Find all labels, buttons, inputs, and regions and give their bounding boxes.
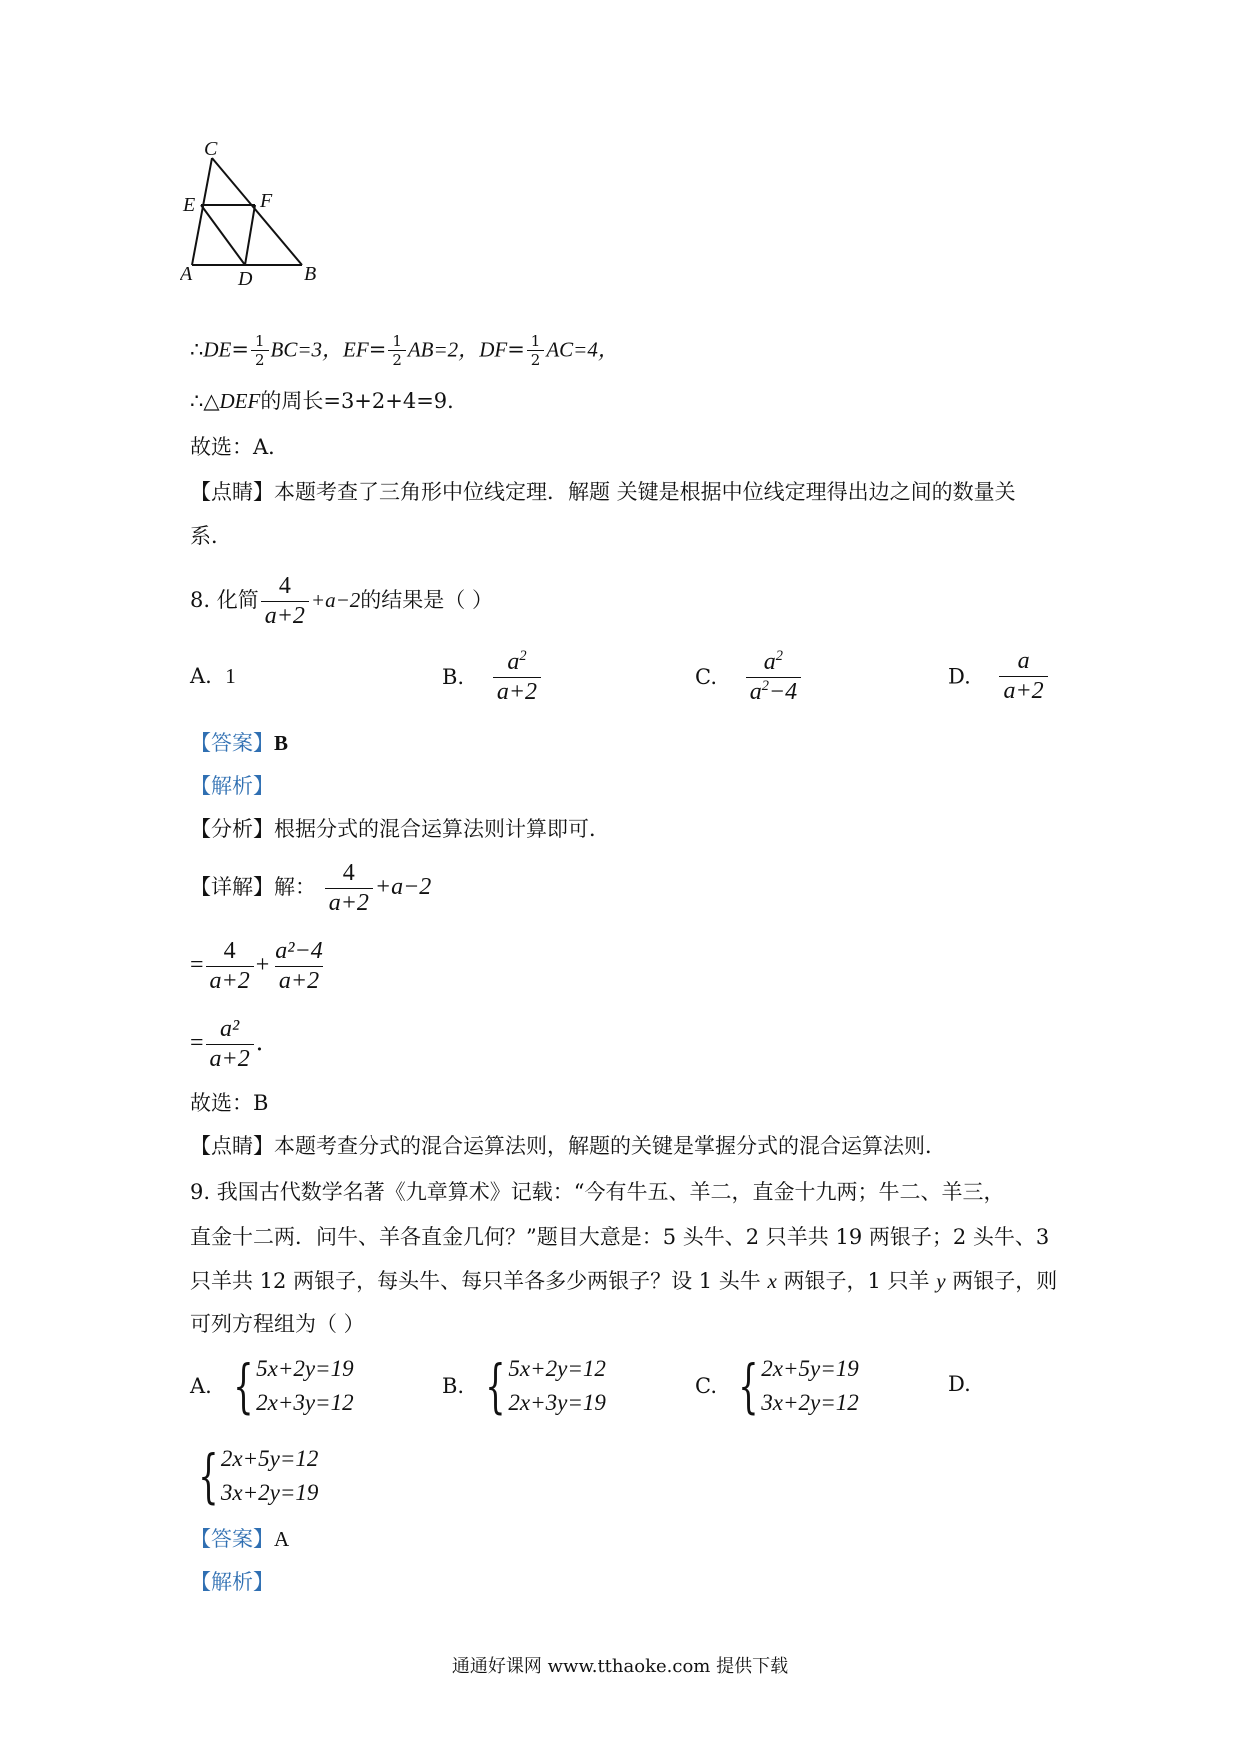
q9-option-d-letter[interactable]: D. bbox=[948, 1372, 971, 1396]
label-f: F bbox=[260, 190, 273, 212]
label-b: B bbox=[304, 263, 317, 285]
q7-comment: 【点睛】本题考查了三角形中位线定理．解题 关键是根据中位线定理得出边之间的数量关 bbox=[190, 480, 1016, 504]
q8-detail: 【详解】解： $\frac{4}{a+2}$ +a−2 bbox=[190, 860, 432, 916]
q9-option-b[interactable]: B. { 5x+2y=12 2x+3y=19 bbox=[442, 1352, 606, 1420]
label-d: D bbox=[238, 268, 253, 290]
q9-stem-line2: 直金十二两．问牛、羊各直金几何？”题目大意是：5 头牛、2 只羊共 19 两银子；2 头牛、3 bbox=[190, 1225, 1050, 1249]
q9-option-c[interactable]: C. { 2x+5y=19 3x+2y=12 bbox=[695, 1352, 859, 1420]
label-a: A bbox=[180, 263, 193, 285]
half-fraction: $\frac{1}{2}$ bbox=[527, 333, 545, 369]
q8-option-a[interactable]: A. 1 bbox=[190, 664, 236, 688]
q9-answer: 【答案】A bbox=[190, 1527, 290, 1551]
q8-answer: 【答案】B bbox=[190, 731, 289, 755]
q8-step2: = $\frac{\text{a²}}{a+2}$ ． bbox=[190, 1016, 280, 1072]
q9-option-a[interactable]: A. { 5x+2y=19 2x+3y=12 bbox=[190, 1352, 354, 1420]
q9-stem-line1: 9. 我国古代数学名著《九章算术》记载：“今有牛五、羊二，直金十九两；牛二、羊三， bbox=[190, 1180, 1005, 1204]
label-e: E bbox=[183, 194, 196, 216]
q7-select: 故选：A． bbox=[190, 435, 290, 459]
q8-option-c[interactable]: C. $\frac{a^2}{a^2-4}$ bbox=[695, 648, 803, 706]
triangle-figure bbox=[180, 140, 380, 320]
q9-stem-line3: 只羊共 12 两银子，每头牛、每只羊各多少两银子？设 1 头牛 x 两银子，1 只羊 y 两银子，则 bbox=[190, 1269, 1058, 1293]
q9-analysis-tag: 【解析】 bbox=[190, 1570, 274, 1594]
q8-option-b[interactable]: B. $\frac{a^2}{a+2}$ bbox=[442, 648, 543, 706]
q8-analysis-tag: 【解析】 bbox=[190, 774, 274, 798]
half-fraction: $\frac{1}{2}$ bbox=[251, 333, 269, 369]
q8-comment: 【点睛】本题考查分式的混合运算法则，解题的关键是掌握分式的混合运算法则． bbox=[190, 1134, 946, 1158]
q8-analysis: 【分析】根据分式的混合运算法则计算即可． bbox=[190, 817, 610, 841]
q8-select: 故选：B bbox=[190, 1091, 269, 1115]
label-c: C bbox=[204, 140, 218, 160]
q8-step1: = $\frac{4}{a+2}$ + $\frac{\text{a²−4}}{a+2}$ bbox=[190, 938, 323, 994]
q9-option-d[interactable]: { 2x+5y=12 3x+2y=19 bbox=[198, 1442, 319, 1510]
q8-stem: 8. 化简 $\frac{4}{a+2}$ +a−2的结果是（ ） bbox=[190, 573, 493, 629]
q9-stem-line4: 可列方程组为（ ） bbox=[190, 1312, 365, 1336]
q7-side-lengths: ∴DE= $\frac{1}{2}$ BC=3，EF= $\frac{1}{2}$ AB=2，DF= $\frac{1}{2}$ AC=4， bbox=[190, 332, 619, 370]
q7-perimeter: ∴△DEF的周长=3+2+4=9． bbox=[190, 389, 469, 413]
page-footer: 通通好课网 www.tthaoke.com 提供下载 bbox=[451, 1656, 789, 1677]
half-fraction: $\frac{1}{2}$ bbox=[388, 333, 406, 369]
q8-fraction: $\frac{4}{a+2}$ bbox=[261, 573, 309, 630]
q7-comment-cont: 系． bbox=[190, 524, 232, 548]
q8-option-d[interactable]: D. $\frac{a}{a+2}$ bbox=[948, 648, 1050, 705]
